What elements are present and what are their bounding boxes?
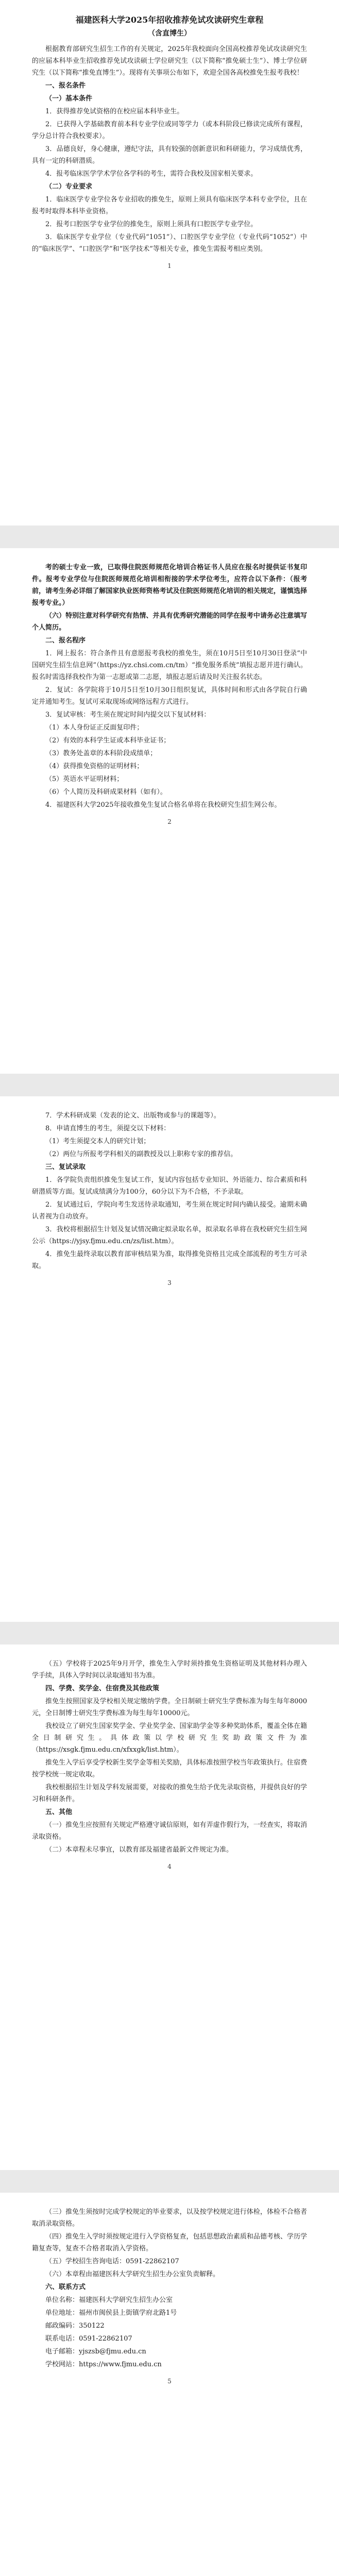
list-item: 2．报考口腔医学专业学位的推免生，原则上须具有口腔医学专业学位。 — [45, 220, 258, 228]
paragraph: （五）学校招生咨询电话：0591-22862107 — [45, 2258, 179, 2265]
paragraph: （6）个人简历及科研成果材料（如有）。 — [45, 788, 167, 796]
intro-paragraph: 根据教育部研究生招生工作的有关规定，2025年我校面向全国高校推荐免试攻读研究生的应届本科毕业生招收推荐免试攻读硕士学位研究生（以下简称“推免硕士生”）、博士学位研究生（以下简称“推免直博生”）。现将有关事项公布如下，欢迎全国各高校推免生报考我校！ — [32, 45, 307, 77]
list-item: 2．已获得入学基础教育前本科专业学位或同等学力（或本科阶段已修读完成所有课程，学分总计符合我校要求）。 — [32, 120, 307, 140]
page-separator — [0, 1622, 339, 1645]
document-page-1 — [0, 0, 339, 526]
paragraph: （三）推免生须按时完成学校规定的毕业要求，以及按学校规定进行体检，体检不合格者取消录取资格。 — [32, 2208, 307, 2228]
subsection-heading: （二）专业要求 — [45, 182, 93, 191]
contact-line: 单位地址：福州市闽侯县上街镇学府北路1号 — [45, 2309, 177, 2317]
requirements-list — [32, 106, 307, 255]
document-page-2 — [0, 548, 339, 1074]
paragraph: （四）推免生入学时须按规定进行入学资格复查，包括思想政治素质和品德考核、学历学籍复查等，复查不合格者取消入学资格。 — [32, 2233, 307, 2252]
page-number: 2 — [167, 818, 172, 825]
paragraph: 3．复试审核：考生须在规定时间内提交以下复试材料： — [45, 711, 211, 719]
document-page-5 — [0, 2193, 339, 2576]
paragraph: （六）特别注意对科学研究有热情、并具有优秀研究潜能的同学在报考中请务必注意填写个人简历。 — [32, 612, 307, 632]
section-heading: 二、报名程序 — [45, 637, 86, 645]
page-number: 4 — [167, 1863, 172, 1870]
paragraph: （1）本人身份证正反面复印件； — [45, 724, 144, 732]
section-heading: 五、其他 — [45, 1808, 73, 1816]
paragraph: （五）学校将于2025年9月开学，推免生入学时须持推免生资格证明及其他材料办理入学手续，具体入学时间以录取通知书为准。 — [32, 1660, 307, 1680]
list-item: 3．临床医学专业学位（专业代码“1051”）、口腔医学专业学位（专业代码“1052”）中的“临床医学”、“口腔医学”和“医学技术”等相关专业，推免生需报考相应类别。 — [32, 233, 307, 253]
paragraph: 2．复试：各学院将于10月5日至10月30日组织复试，具体时间和形式由各学院自行确定并通知考生。复试可采取现场或网络远程方式进行。 — [32, 686, 307, 706]
contact-line: 单位名称：福建医科大学研究生招生办公室 — [45, 2296, 173, 2304]
contact-line: 联系电话：0591-22862107 — [45, 2335, 132, 2343]
list-item: 1．获得推荐免试资格的在校应届本科毕业生。 — [45, 107, 184, 115]
section-heading: 三、复试录取 — [45, 1163, 86, 1171]
contact-line: 电子邮箱：yjszsb@fjmu.edu.cn — [45, 2348, 146, 2355]
page-number: 3 — [167, 1279, 172, 1286]
page-separator — [0, 1074, 339, 1096]
contact-line: 学校网站：https://www.fjmu.edu.cn — [45, 2361, 162, 2368]
page-number: 1 — [167, 262, 172, 269]
section-heading: 四、学费、奖学金、住宿费及其他政策 — [45, 1685, 160, 1692]
section-heading: 一、报名条件 — [45, 81, 86, 90]
page-separator — [0, 2170, 339, 2193]
document-subtitle: （含直博生） — [148, 29, 191, 38]
paragraph: （六）本章程由福建医科大学研究生招生办公室负责解释。 — [45, 2270, 220, 2278]
paragraph: 我校设立了研究生国家奖学金、学业奖学金、国家助学金等多种奖助体系，覆盖全体在籍全日制研究生。具体政策以学校研究生奖助政策文件为准（https://xsgk.fjmu.edu.cn/xfxxgk/list.htm）。 — [32, 1722, 307, 1754]
paragraph: （3）教务处盖章的本科阶段成绩单； — [45, 750, 157, 757]
list-item: 3．品德良好，身心健康，遵纪守法，具有较强的创新意识和科研能力，学习成绩优秀，具有一定的科研潜质。 — [32, 145, 307, 165]
list-item: 1．临床医学专业学位各专业招收的推免生，原则上须具有临床医学本科专业学位，且在报考时取得本科毕业资格。 — [32, 195, 307, 215]
paragraph: （二）本章程未尽事宜，以教育部及福建省最新文件规定为准。 — [45, 1846, 233, 1854]
paragraph: 我校根据招生计划及学科发展需要，对接收的推免生给予优先录取资格，并提供良好的学习和科研条件。 — [32, 1784, 307, 1803]
paragraph: 2．复试通过后，学院向考生发送待录取通知，考生须在规定时间内确认接受。逾期未确认者视为自动放弃。 — [32, 1201, 307, 1221]
page-separator — [0, 526, 339, 548]
section-heading: 六、联系方式 — [45, 2283, 86, 2291]
paragraph: 推免生入学后享受学校新生奖学金等相关奖励，具体标准按照学校当年政策执行。住宿费按学校统一规定收取。 — [32, 1759, 307, 1778]
contact-line: 邮政编码：350122 — [45, 2322, 105, 2330]
paragraph: 3．我校将根据招生计划及复试情况确定拟录取名单，拟录取名单将在我校研究生招生网公示（https://yjsy.fjmu.edu.cn/zs/list.htm）。 — [32, 1226, 307, 1245]
paragraph: 1．网上报名：符合条件且有意愿报考我校的推免生，须在10月5日至10月30日登录“中国研究生招生信息网”（https://yz.chsi.com.cn/tm）“推免服务系统”填报志愿并进行确认。报名时需选择我校作为第一志愿或第二志愿，填报志愿后请及时关注报名状态。 — [32, 650, 307, 681]
list-item: 4．报考临床医学学术学位各学科的考生，需符合我校及国家相关要求。 — [45, 170, 258, 178]
document-title: 福建医科大学2025年招收推荐免试攻读研究生章程 — [75, 15, 264, 25]
page-number: 5 — [167, 2378, 172, 2385]
document-page-4 — [0, 1645, 339, 2170]
paragraph: 7．学术科研成果（发表的论文、出版物或参与的课题等）。 — [45, 1112, 221, 1120]
paragraph: （1）考生须提交本人的研究计划； — [45, 1138, 150, 1145]
paragraph: 1．各学院负责组织推免生复试工作，复试内容包括专业知识、外语能力、综合素质和科研潜质等方面。复试成绩满分为100分，60分以下为不合格，不予录取。 — [32, 1176, 307, 1196]
paragraph: （一）推免生应按照有关规定严格遵守诚信原则，如有弄虚作假行为，一经查实，将取消录取资格。 — [32, 1821, 307, 1841]
document-page-3 — [0, 1096, 339, 1622]
paragraph: 考的硕士专业一致，已取得住院医师规范化培训合格证书人员应在报名时提供证书复印件。报考专业学位与住院医师规范化培训相衔接的学术学位考生，应符合以下条件：（报考前，请考生务必详细了解国家执业医师资格考试及住院医师规范化培训的相关规定，谨慎选择报考专业。） — [32, 564, 307, 607]
paragraph: （2）有效的本科学生证或本科毕业证书； — [45, 737, 171, 744]
subsection-heading: （一）基本条件 — [45, 94, 93, 103]
paragraph: （5）英语水平证明材料； — [45, 775, 124, 783]
paragraph: 推免生按照国家及学校相关规定缴纳学费。全日制硕士研究生学费标准为每生每年8000元，全日制博士研究生学费标准为每生每年10000元。 — [32, 1698, 307, 1717]
paragraph: 4．福建医科大学2025年接收推免生复试合格名单将在我校研究生招生网公布。 — [45, 801, 281, 809]
paragraph: （2）两位与所报考学科相关的副教授及以上职称专家的推荐信。 — [45, 1150, 238, 1158]
paragraph: （4）获得推免资格的证明材料； — [45, 762, 144, 770]
paragraph: 4．推免生最终录取以教育部审核结果为准，取得推免资格且完成全部流程的考生方可录取。 — [32, 1250, 307, 1270]
paragraph: 8．申请直博生的考生，须提交以下材料： — [45, 1125, 171, 1132]
